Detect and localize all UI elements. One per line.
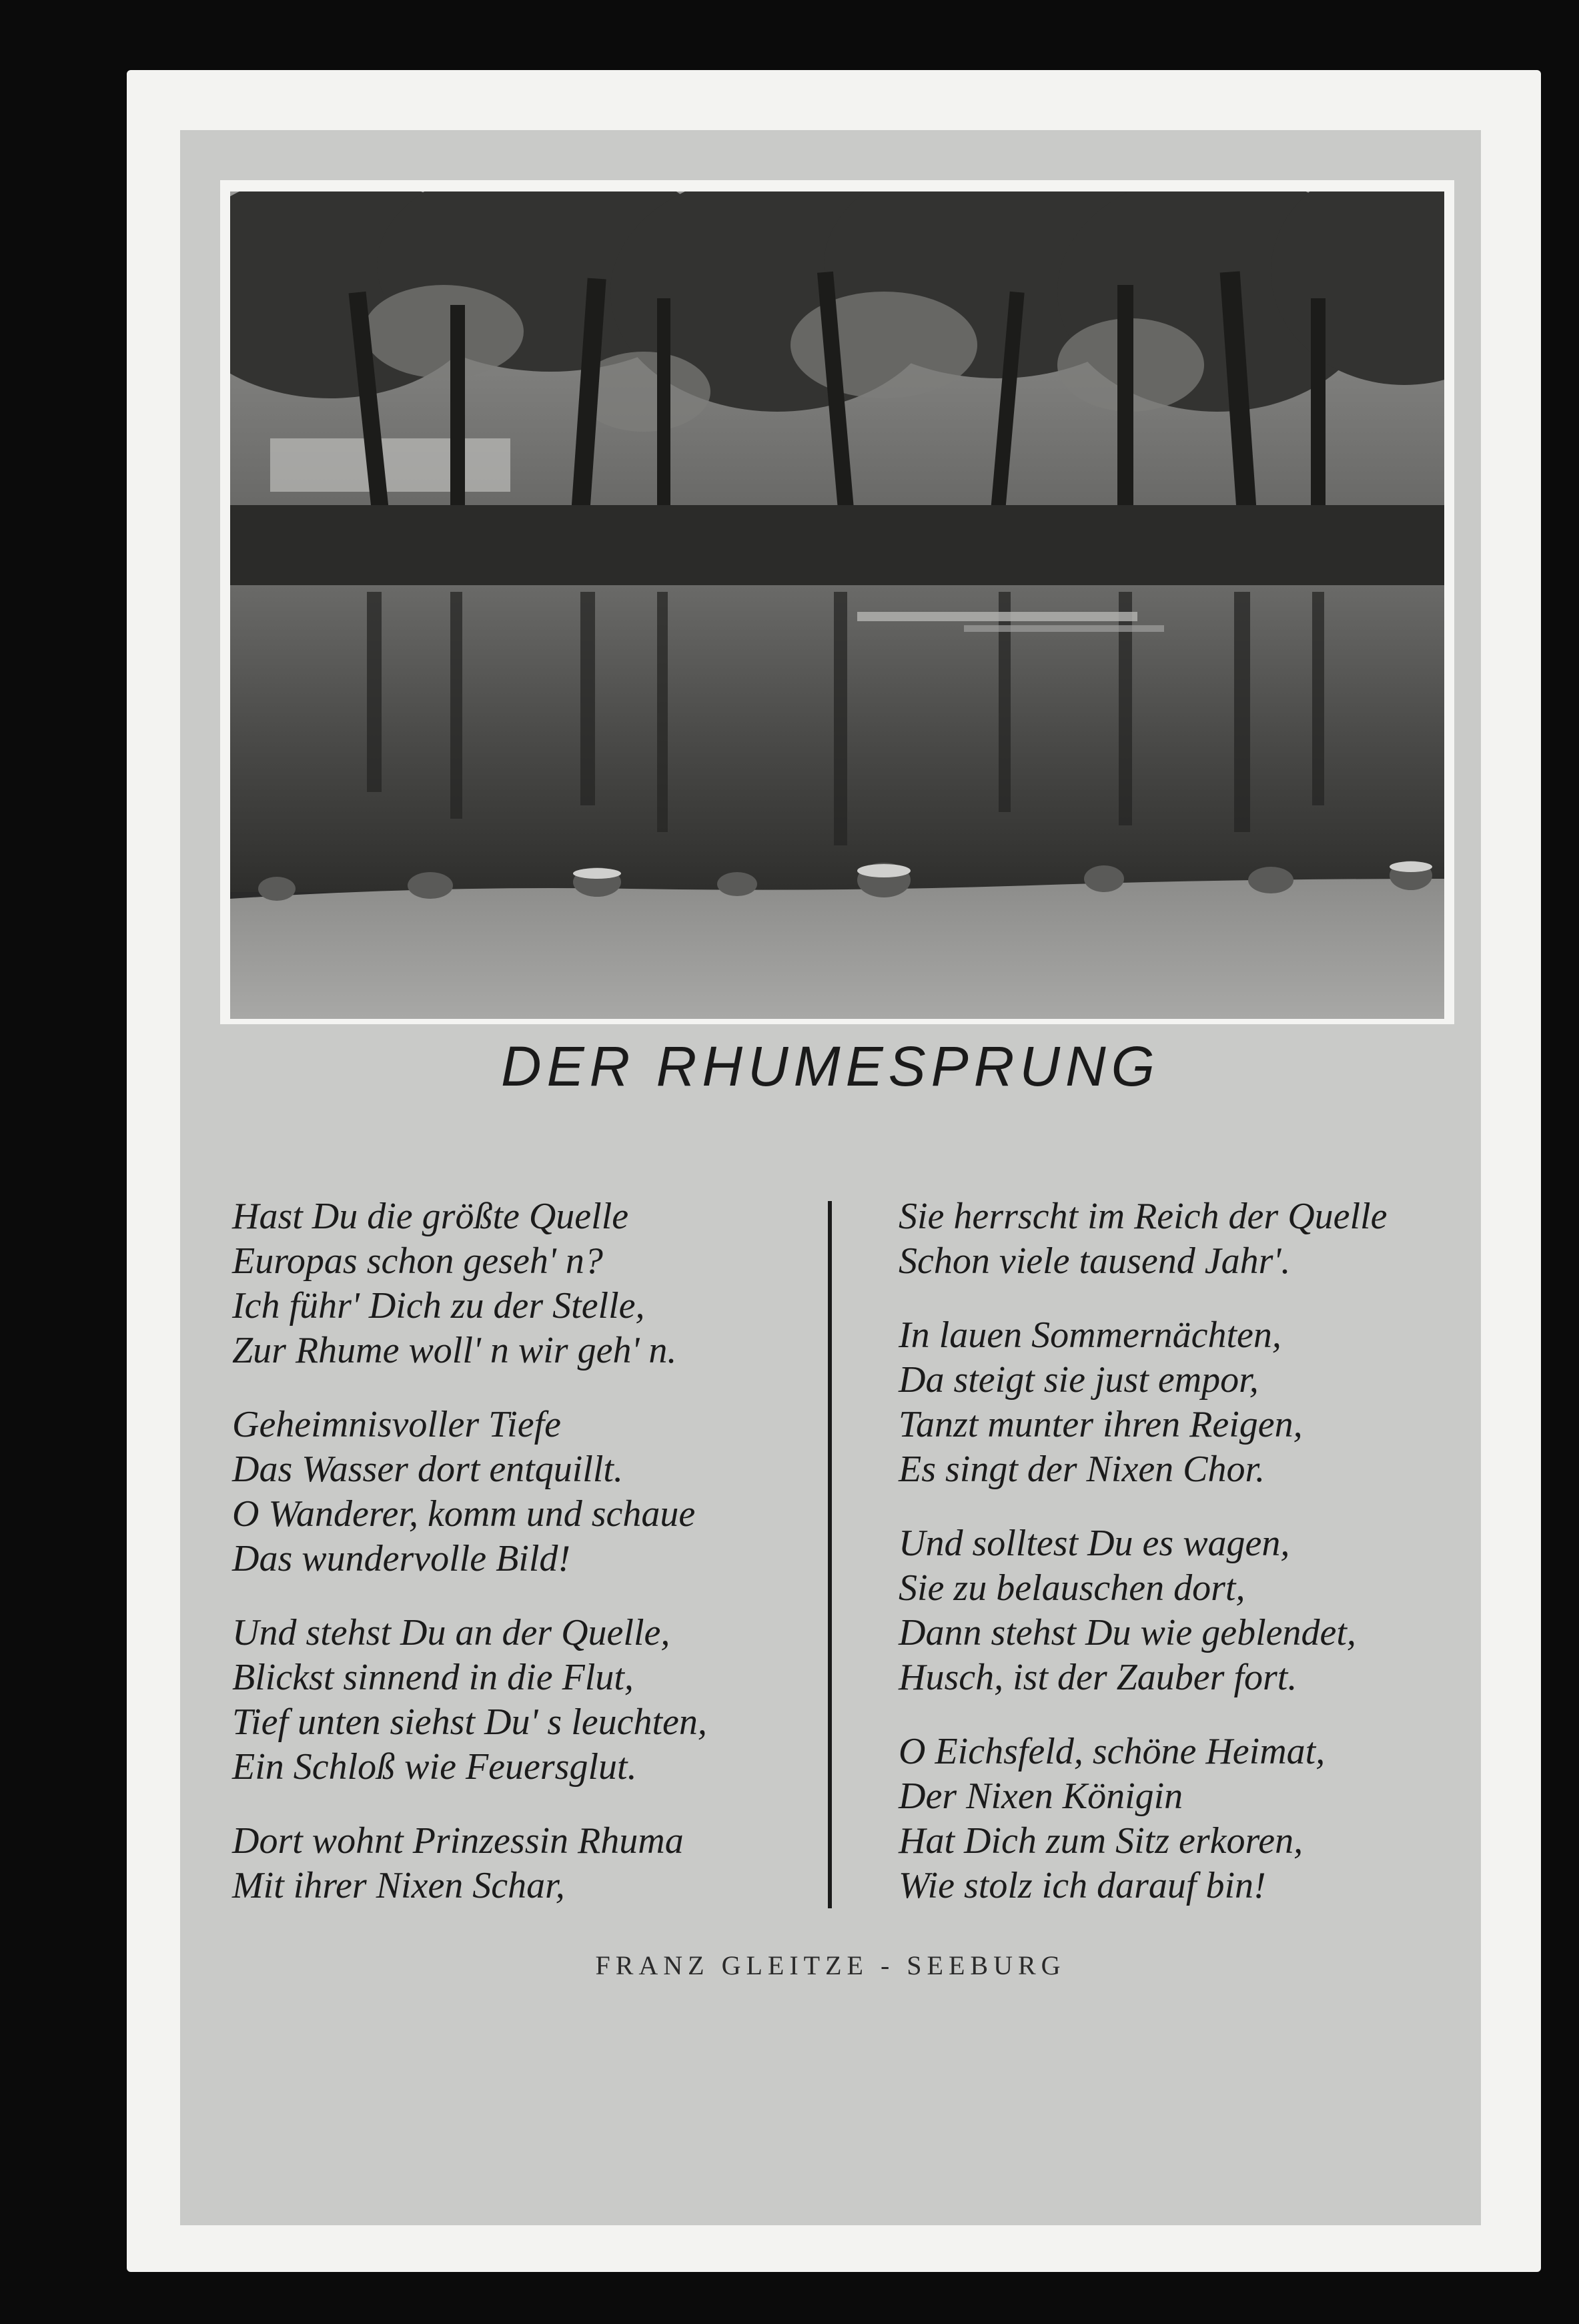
- poem-line: Und solltest Du es wagen,: [899, 1523, 1290, 1564]
- poem-line: Hat Dich zum Sitz erkoren,: [899, 1820, 1303, 1862]
- poem-line: Dann stehst Du wie geblendet,: [899, 1612, 1356, 1653]
- poem-line: Der Nixen Königin: [899, 1776, 1183, 1817]
- poem-line: O Wanderer, komm und schaue: [232, 1493, 696, 1535]
- stanza: [232, 1819, 806, 1908]
- poem-line: Mit ihrer Nixen Schar,: [232, 1865, 565, 1906]
- poem-line: Zur Rhume woll' n wir geh' n.: [232, 1330, 677, 1371]
- stanza: [899, 1521, 1479, 1700]
- poem-line: Tanzt munter ihren Reigen,: [899, 1404, 1303, 1445]
- poem-line: Tief unten siehst Du' s leuchten,: [232, 1701, 707, 1743]
- poem-line: Das wundervolle Bild!: [232, 1538, 571, 1579]
- poem-line: Sie zu belauschen dort,: [899, 1567, 1245, 1609]
- poem-left-column: [232, 1194, 806, 1938]
- stanza: [899, 1313, 1479, 1492]
- poem-line: Da steigt sie just empor,: [899, 1359, 1259, 1401]
- poem-line: Dort wohnt Prinzessin Rhuma: [232, 1820, 684, 1862]
- poem-line: Das Wasser dort entquillt.: [232, 1449, 623, 1490]
- poem-line: Geheimnisvoller Tiefe: [232, 1404, 562, 1445]
- poem-line: In lauen Sommernächten,: [899, 1314, 1281, 1356]
- poem-line: Hast Du die größte Quelle: [232, 1196, 629, 1237]
- poem-line: Es singt der Nixen Chor.: [899, 1449, 1265, 1490]
- stanza: [232, 1403, 806, 1581]
- poem-line: O Eichsfeld, schöne Heimat,: [899, 1731, 1326, 1772]
- stanza: [899, 1729, 1479, 1908]
- poem-line: Und stehst Du an der Quelle,: [232, 1612, 670, 1653]
- author-credit: FRANZ GLEITZE - SEEBURG: [595, 1950, 1066, 1980]
- poem-line: Europas schon geseh' n?: [232, 1240, 603, 1282]
- poem-line: Sie herrscht im Reich der Quelle: [899, 1196, 1388, 1237]
- poem-right-column: [899, 1194, 1479, 1938]
- poem-title: DER RHUMESPRUNG: [500, 1035, 1161, 1098]
- poem-line: Wie stolz ich darauf bin!: [899, 1865, 1266, 1906]
- poem-line: Ich führ' Dich zu der Stelle,: [232, 1285, 645, 1326]
- stanza: [232, 1194, 806, 1373]
- stanza: [899, 1194, 1479, 1284]
- poem-line: Schon viele tausend Jahr'.: [899, 1240, 1291, 1282]
- forest-spring-pond-photo: [230, 191, 1444, 1019]
- stanza: [232, 1611, 806, 1790]
- column-divider: [828, 1201, 832, 1908]
- poem-line: Blickst sinnend in die Flut,: [232, 1657, 634, 1698]
- poem-line: Husch, ist der Zauber fort.: [899, 1657, 1297, 1698]
- poem-line: Ein Schloß wie Feuersglut.: [232, 1746, 637, 1788]
- photo-illustration: [230, 191, 1444, 1019]
